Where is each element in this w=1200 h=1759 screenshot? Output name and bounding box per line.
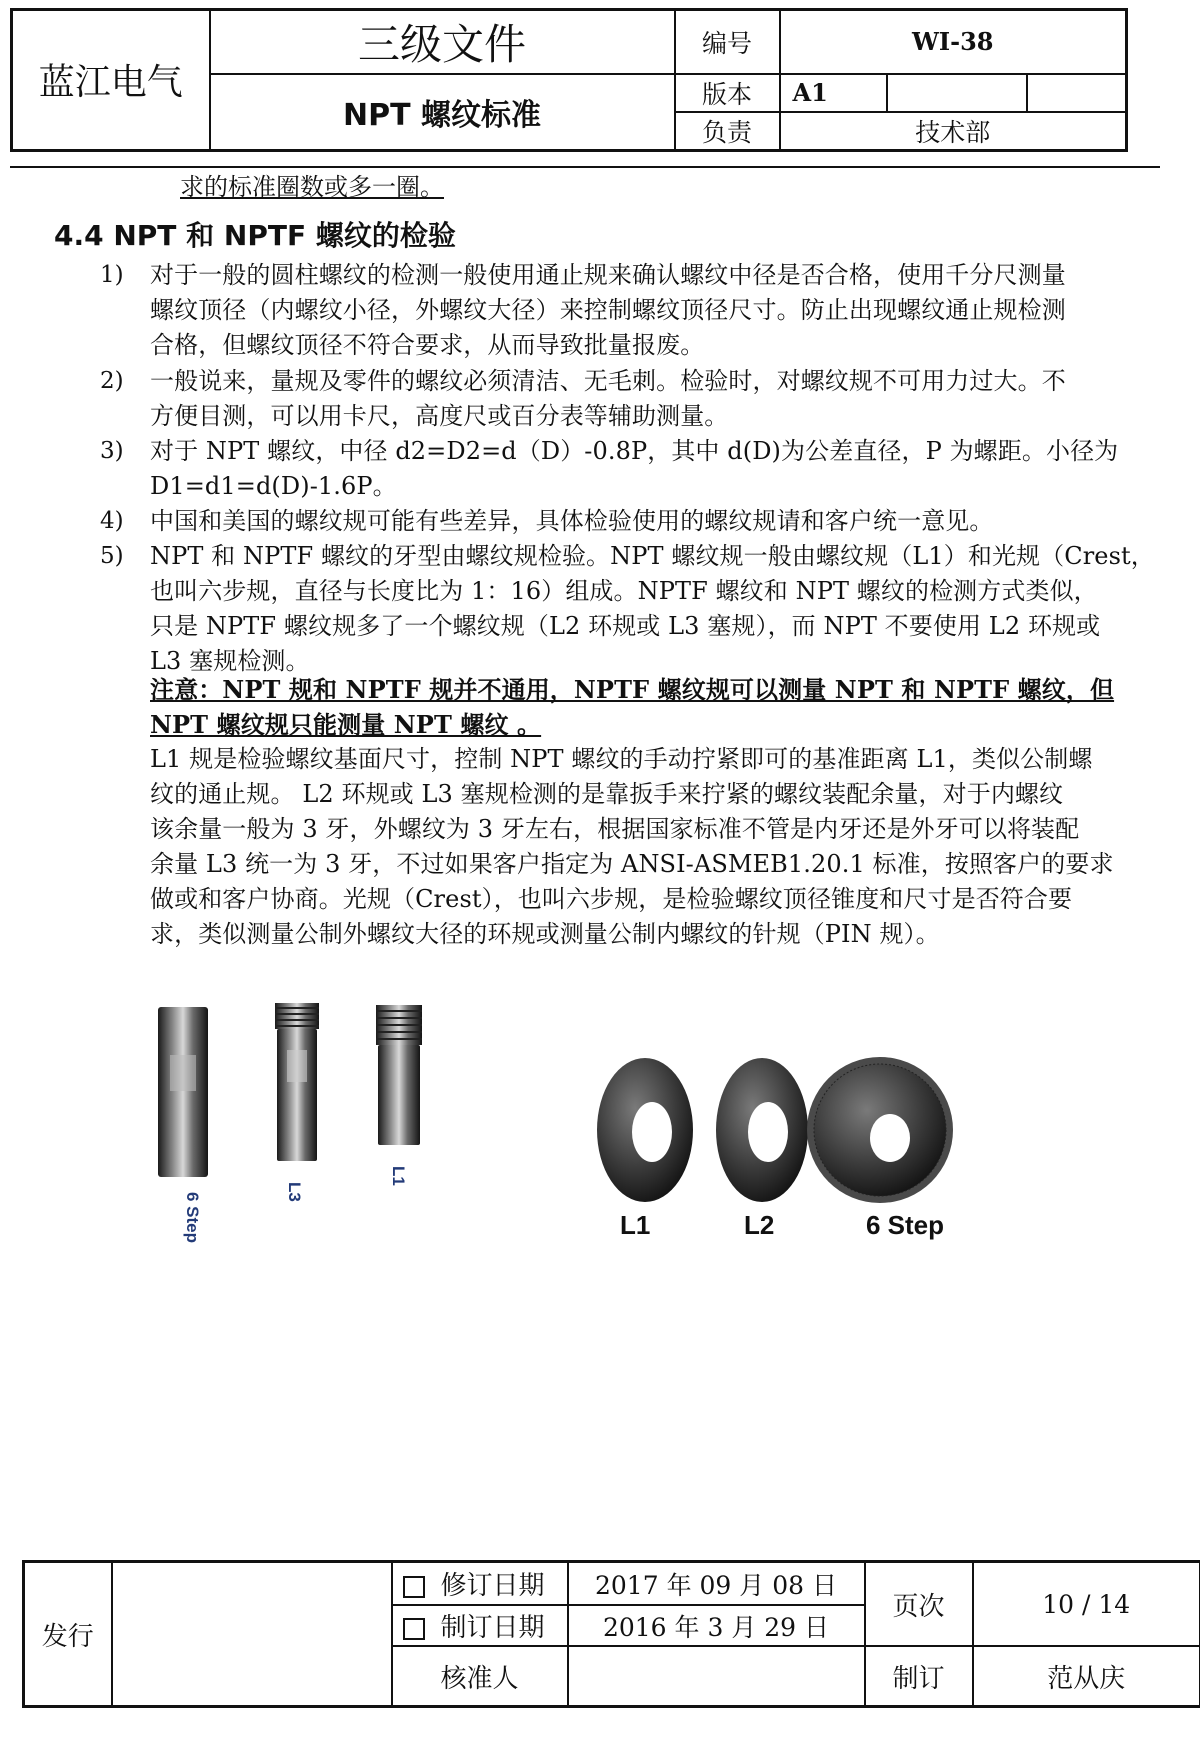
ring-gauge-l2 [716,1058,808,1202]
ring-gauge-6step [807,1057,953,1203]
create-date-checkbox[interactable] [403,1618,425,1640]
issue-label: 发行 [24,1562,112,1707]
note-line-1: 注意：NPT 规和 NPTF 规并不通用，NPTF 螺纹规可以测量 NPT 和 NPTF 螺纹，但 [150,675,1115,704]
para-line-6: 求，类似测量公制外螺纹大径的环规或测量公制内螺纹的针规（PIN 规）。 [150,920,940,948]
revise-date-label: 修订日期 [440,1571,545,1601]
item-line: 合格，但螺纹顶径不符合要求，从而导致批量报废。 [150,331,705,359]
number-label: 编号 [675,10,780,74]
item-line: NPT 和 NPTF 螺纹的牙型由螺纹规检验。NPT 螺纹规一般由螺纹规（L1）和光规（Crest， [150,542,1155,570]
version-blank-3 [1027,74,1127,112]
para-line-1: L1 规是检验螺纹基面尺寸，控制 NPT 螺纹的手动拧紧即可的基准距离 L1，类似公制螺 [150,745,1093,773]
item-number: 5) [100,543,124,569]
owner-label: 负责 [675,112,780,151]
item-line: 也叫六步规，直径与长度比为 1：16）组成。NPTF 螺纹和 NPT 螺纹的检测方式类似， [150,577,1098,605]
para-line-2: 纹的通止规。 L2 环规或 L3 塞规检测的是靠扳手来拧紧的螺纹装配余量，对于内螺纹 [150,780,1064,808]
item-line: 中国和美国的螺纹规可能有些差异，具体检验使用的螺纹规请和客户统一意见。 [150,507,994,535]
ring-label-l2: L2 [744,1210,775,1240]
item-line: D1=d1=d(D)-1.6P。 [150,472,397,500]
plug-label-l3: L3 [285,1182,304,1202]
plug-gauge-6step [158,1007,208,1177]
ring-gauge-l1 [597,1058,693,1202]
footer-table [22,1560,1200,1708]
para-line-5: 做或和客户协商。光规（Crest），也叫六步规，是检验螺纹顶径锥度和尺寸是否符合要 [150,885,1073,913]
revise-date-checkbox[interactable] [403,1576,425,1598]
section-title: 4.4 NPT 和 NPTF 螺纹的检验 [54,219,456,252]
company-name: 蓝江电气 [12,10,210,151]
maker-label: 制订 [865,1646,973,1706]
ring-gauges-figure [590,1050,990,1210]
item-line: 对于 NPT 螺纹，中径 d2=D2=d（D）-0.8P，其中 d(D)为公差直径，P 为螺距。小径为 [150,437,1119,465]
item-number: 1) [100,262,124,288]
item-number: 3) [100,438,124,464]
item-line: 对于一般的圆柱螺纹的检测一般使用通止规来确认螺纹中径是否合格，使用千分尺测量 [150,261,1066,289]
maker-value: 范从庆 [973,1646,1200,1706]
continued-line: 求的标准圈数或多一圈。 [180,173,444,201]
note-line-2: NPT 螺纹规只能测量 NPT 螺纹 。 [150,710,542,739]
plug-gauge-l1 [376,1005,422,1145]
page-label: 页次 [865,1562,973,1647]
version-value: A1 [780,74,835,112]
revise-date-value: 2017 年 09 月 08 日 [568,1562,865,1606]
version-blank-1 [835,74,887,112]
version-label: 版本 [675,74,780,112]
plug-gauge-l3 [275,1003,319,1161]
para-line-3: 该余量一般为 3 牙，外螺纹为 3 牙左右，根据国家标准不管是内牙还是外牙可以将装配 [150,815,1080,843]
approver-value [568,1646,865,1706]
item-line: 一般说来，量规及零件的螺纹必须清洁、无毛刺。检验时，对螺纹规不可用力过大。不 [150,367,1066,395]
item-line: L3 塞规检测。 [150,647,310,675]
issue-blank [112,1562,392,1707]
create-date-value: 2016 年 3 月 29 日 [568,1605,865,1646]
plug-label-l1: L1 [389,1166,408,1186]
create-date-label: 制订日期 [440,1613,545,1644]
document-level: 三级文件 [210,10,675,74]
para-line-4: 余量 L3 统一为 3 牙，不过如果客户指定为 ANSI-ASMEB1.20.1 标准，按照客户的要求 [150,850,1114,878]
owner-value: 技术部 [780,112,1127,151]
header-table [10,8,1128,152]
item-line: 螺纹顶径（内螺纹小径，外螺纹大径）来控制螺纹顶径尺寸。防止出现螺纹通止规检测 [150,296,1066,324]
document-subject: NPT 螺纹标准 [210,74,675,151]
number-value: WI-38 [780,10,1127,74]
item-line: 方便目测，可以用卡尺，高度尺或百分表等辅助测量。 [150,402,729,430]
approver-label: 核准人 [392,1646,568,1706]
page-value: 10 / 14 [973,1562,1200,1647]
item-number: 2) [100,368,124,394]
header-rule [10,166,1160,168]
ring-label-l1: L1 [620,1210,651,1240]
ring-label-6step: 6 Step [866,1210,945,1240]
version-blank-2 [887,74,1027,112]
item-line: 只是 NPTF 螺纹规多了一个螺纹规（L2 环规或 L3 塞规），而 NPT 不要使用 L2 环规或 [150,612,1101,640]
create-date-row [392,1605,568,1646]
revise-date-row [392,1562,568,1606]
item-number: 4) [100,508,124,534]
plug-label-6step: 6 Step [183,1192,202,1244]
